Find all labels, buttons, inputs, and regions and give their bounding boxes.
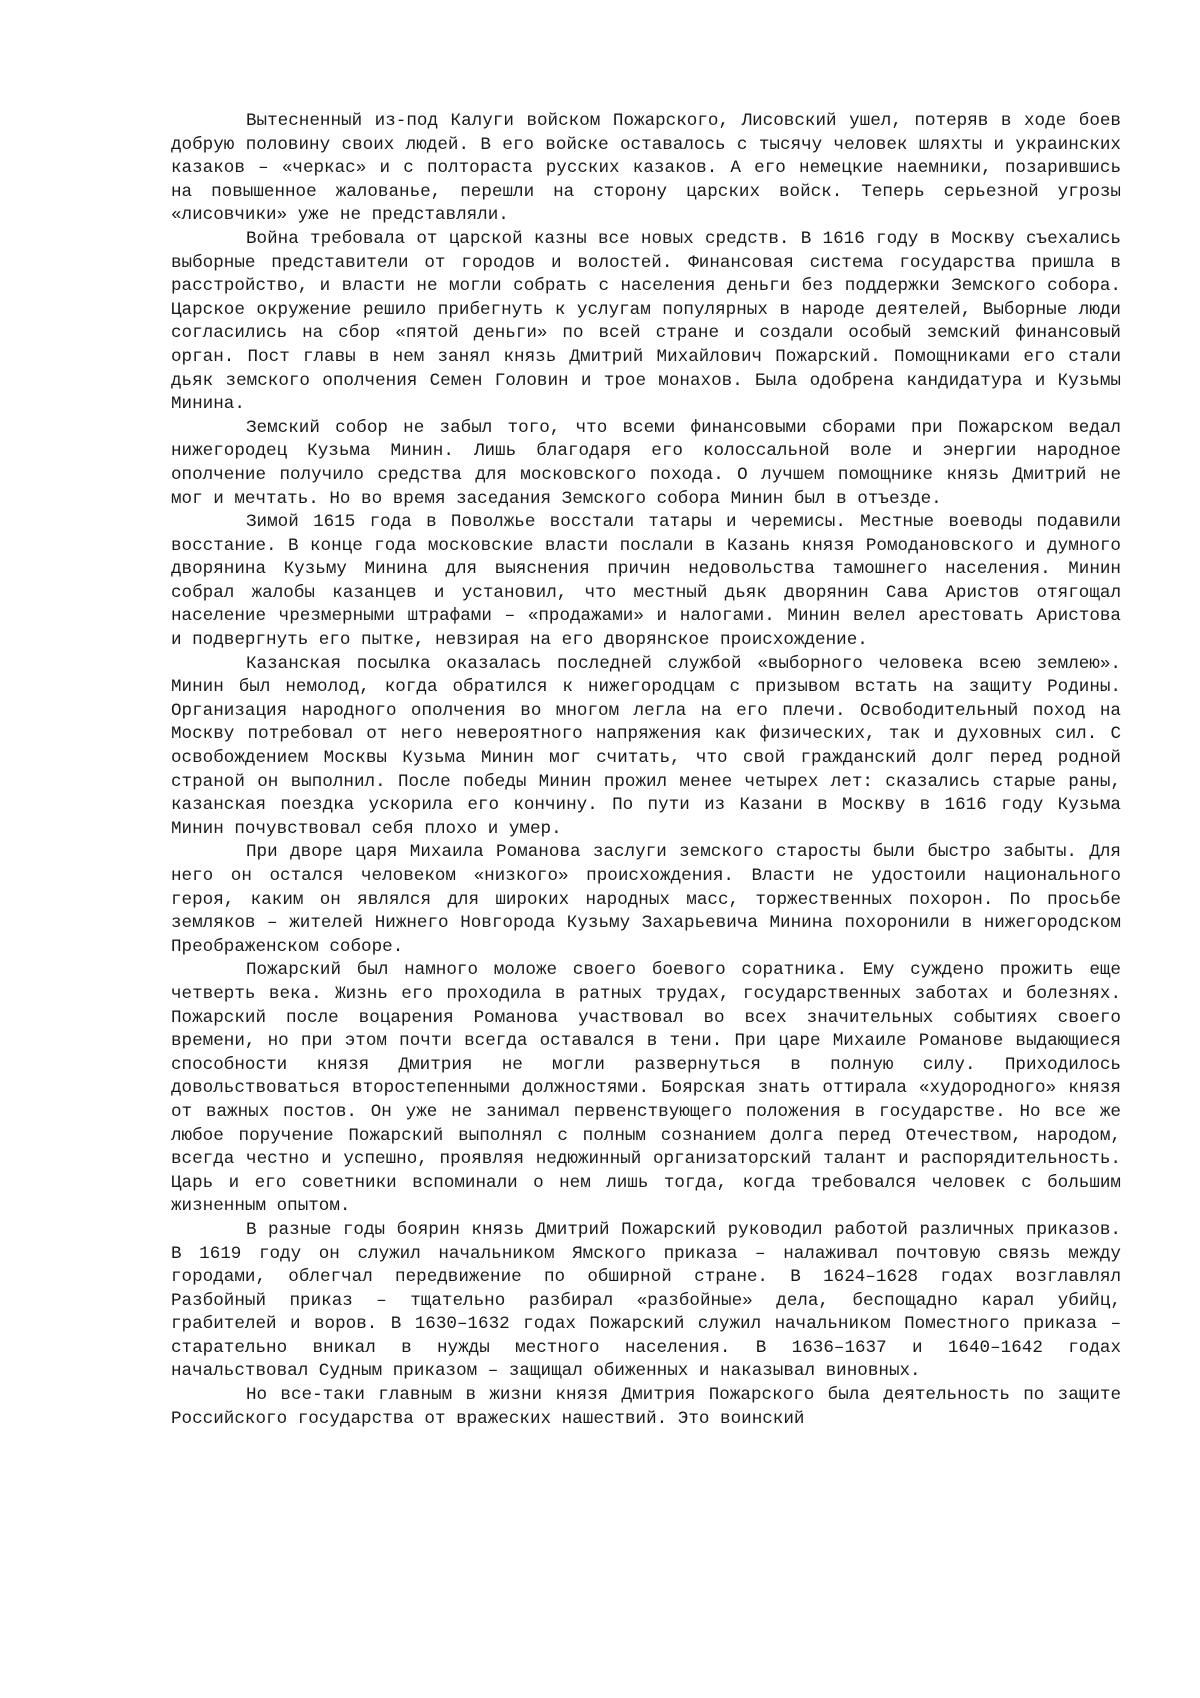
paragraph-9: Но все-таки главным в жизни князя Дмитрия Пожарского была деятельность по защите Российского государства от вражеских нашествий. Это воинский (171, 1385, 1121, 1429)
paragraph-4: Зимой 1615 года в Поволжье восстали татары и черемисы. Местные воеводы подавили восстание. В конце года московские власти послали в Казань князя Ромодановского и думного дворянина Кузьму Минина для выяснения причин недовольства тамошнего населения. Минин собрал жалобы казанцев и установил, что местный дьяк дворянин Сава Аристов отягощал население чрезмерными штрафами – «продажами» и налогами. Минин велел арестовать Аристова и подвергнуть его пытке, невзирая на его дворянское происхождение. (171, 512, 1121, 651)
paragraph-1: Вытесненный из-под Калуги войском Пожарского, Лисовский ушел, потеряв в ходе боев добрую половину своих людей. В его войске оставалось с тысячу человек шляхты и украинских казаков – «черкас» и с полтораста русских казаков. А его немецкие наемники, позарившись на повышенное жалованье, перешли на сторону царских войск. Теперь серьезной угрозы «лисовчики» уже не представляли. (171, 111, 1121, 226)
paragraph-2: Война требовала от царской казны все новых средств. В 1616 году в Москву съехались выборные представители от городов и волостей. Финансовая система государства пришла в расстройство, и власти не могли собрать с населения деньги без поддержки Земского собора. Царское окружение решило прибегнуть к услугам популярных в народе деятелей, Выборные люди согласились на сбор «пятой деньги» по всей стране и создали особый земский финансовый орган. Пост главы в нем занял князь Дмитрий Михайлович Пожарский. Помощниками его стали дьяк земского ополчения Семен Головин и трое монахов. Была одобрена кандидатура и Кузьмы Минина. (171, 228, 1121, 415)
paragraph-5: Казанская посылка оказалась последней службой «выборного человека всею землею». Минин был немолод, когда обратился к нижегородцам с призывом встать на защиту Родины. Организация народного ополчения во многом легла на его плечи. Освободительный поход на Москву потребовал от него невероятного напряжения как физических, так и духовных сил. С освобождением Москвы Кузьма Минин мог считать, что свой гражданский долг перед родной страной он выполнил. После победы Минин прожил менее четырех лет: сказались старые раны, казанская поездка ускорила его кончину. По пути из Казани в Москву в 1616 году Кузьма Минин почувствовал себя плохо и умер. (171, 653, 1121, 839)
paragraph-6: При дворе царя Михаила Романова заслуги земского старосты были быстро забыты. Для него он остался человеком «низкого» происхождения. Власти не удостоили национального героя, каким он являлся для широких народных масс, торжественных похорон. По просьбе земляков – жителей Нижнего Новгорода Кузьму Захарьевича Минина похоронили в нижегородском Преображенском соборе. (171, 842, 1121, 957)
document-body (171, 110, 1121, 1431)
paragraph-8: В разные годы боярин князь Дмитрий Пожарский руководил работой различных приказов. В 1619 году он служил начальником Ямского приказа – налаживал почтовую связь между городами, облегчал передвижение по обширной стране. В 1624–1628 годах возглавлял Разбойный приказ – тщательно разбирал «разбойные» дела, беспощадно карал убийц, грабителей и воров. В 1630–1632 годах Пожарский служил начальником Поместного приказа – старательно вникал в нужды местного населения. В 1636–1637 и 1640–1642 годах начальствовал Судным приказом – защищал обиженных и наказывал виновных. (171, 1219, 1121, 1382)
paragraph-7: Пожарский был намного моложе своего боевого соратника. Ему суждено прожить еще четверть века. Жизнь его проходила в ратных трудах, государственных заботах и болезнях. Пожарский после воцарения Романова участвовал во всех значительных событиях своего времени, но при этом почти всегда оставался в тени. При царе Михаиле Романове выдающиеся способности князя Дмитрия не могли развернуться в полную силу. Приходилось довольствоваться второстепенными должностями. Боярская знать оттирала «худородного» князя от важных постов. Он уже не занимал первенствующего положения в государстве. Но все же любое поручение Пожарский выполнял с полным сознанием долга перед Отечеством, народом, всегда честно и успешно, проявляя недюжинный организаторский талант и распорядительность. Царь и его советники вспоминали о нем лишь тогда, когда требовался человек с большим жизненным опытом. (171, 960, 1121, 1217)
paragraph-3: Земский собор не забыл того, что всеми финансовыми сборами при Пожарском ведал нижегородец Кузьма Минин. Лишь благодаря его колоссальной воле и энергии народное ополчение получило средства для московского похода. О лучшем помощнике князь Дмитрий не мог и мечтать. Но во время заседания Земского собора Минин был в отъезде. (171, 417, 1121, 509)
